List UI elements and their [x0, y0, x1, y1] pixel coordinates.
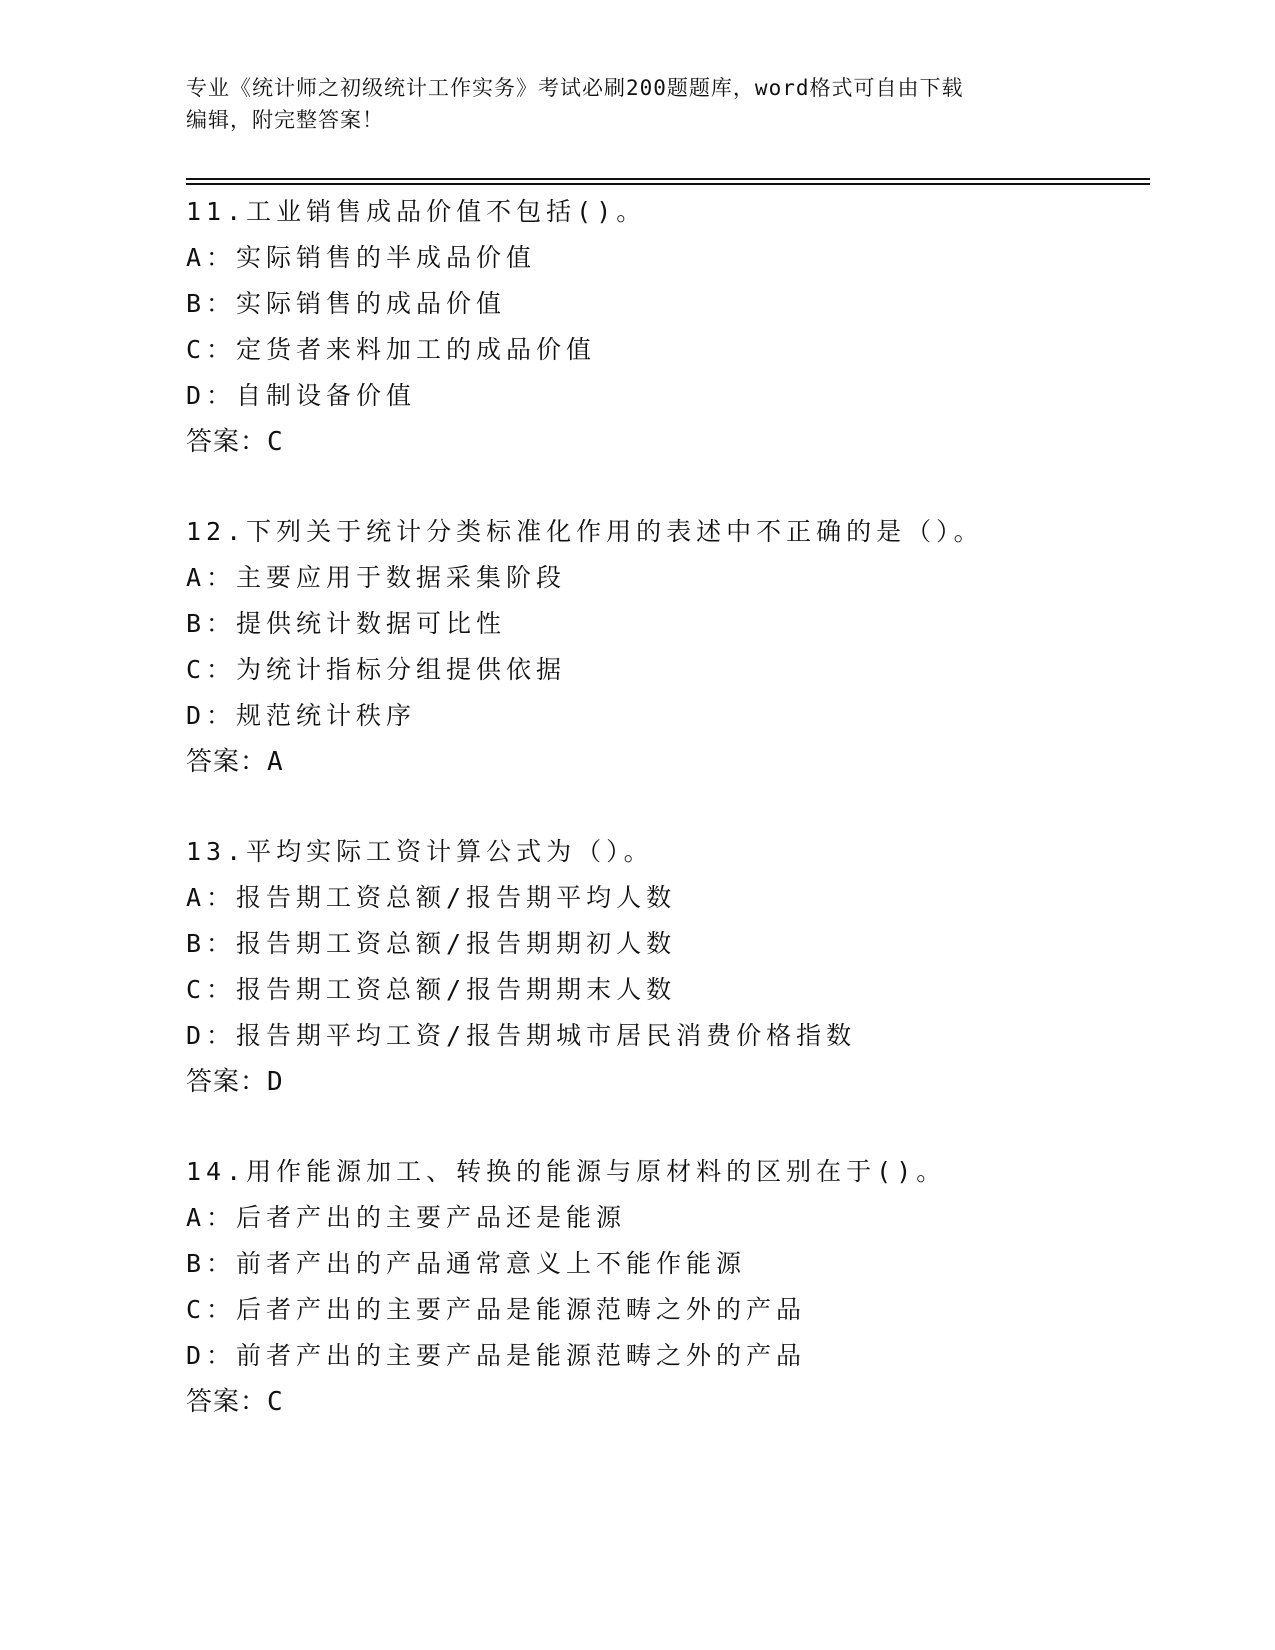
- option-c: C：报告期工资总额/报告期期末人数: [186, 975, 677, 1004]
- question-stem: 11.工业销售成品价值不包括()。: [186, 197, 647, 226]
- question-stem: 14.用作能源加工、转换的能源与原材料的区别在于()。: [186, 1157, 947, 1186]
- header-divider-bottom: [186, 183, 1150, 185]
- question-list: [186, 189, 1146, 1469]
- option-a: A：后者产出的主要产品还是能源: [186, 1203, 627, 1232]
- option-b: B：报告期工资总额/报告期期初人数: [186, 929, 677, 958]
- option-a: A：实际销售的半成品价值: [186, 243, 537, 272]
- question-item: [186, 829, 1146, 1105]
- option-d: D：前者产出的主要产品是能源范畴之外的产品: [186, 1341, 807, 1370]
- answer-label: 答案：C: [186, 427, 284, 457]
- option-b: B：提供统计数据可比性: [186, 609, 507, 638]
- header-line-1: 专业《统计师之初级统计工作实务》考试必刷200题题库，word格式可自由下载: [186, 76, 964, 100]
- option-b: B：前者产出的产品通常意义上不能作能源: [186, 1249, 747, 1278]
- question-stem: 12.下列关于统计分类标准化作用的表述中不正确的是（）。: [186, 517, 984, 546]
- header-divider-top: [186, 178, 1150, 180]
- option-a: A：报告期工资总额/报告期平均人数: [186, 883, 677, 912]
- option-c: C：后者产出的主要产品是能源范畴之外的产品: [186, 1295, 807, 1324]
- option-d: D：报告期平均工资/报告期城市居民消费价格指数: [186, 1021, 857, 1050]
- document-header: [186, 72, 1066, 136]
- header-line-2: 编辑，附完整答案！: [186, 108, 384, 132]
- option-d: D：自制设备价值: [186, 381, 417, 410]
- answer-label: 答案：A: [186, 747, 284, 777]
- option-a: A：主要应用于数据采集阶段: [186, 563, 567, 592]
- question-item: [186, 509, 1146, 785]
- option-c: C：定货者来料加工的成品价值: [186, 335, 597, 364]
- question-stem: 13.平均实际工资计算公式为（）。: [186, 837, 654, 866]
- answer-label: 答案：C: [186, 1387, 284, 1417]
- question-item: [186, 1149, 1146, 1425]
- option-d: D：规范统计秩序: [186, 701, 417, 730]
- option-c: C：为统计指标分组提供依据: [186, 655, 567, 684]
- question-item: [186, 189, 1146, 465]
- answer-label: 答案：D: [186, 1067, 284, 1097]
- option-b: B：实际销售的成品价值: [186, 289, 507, 318]
